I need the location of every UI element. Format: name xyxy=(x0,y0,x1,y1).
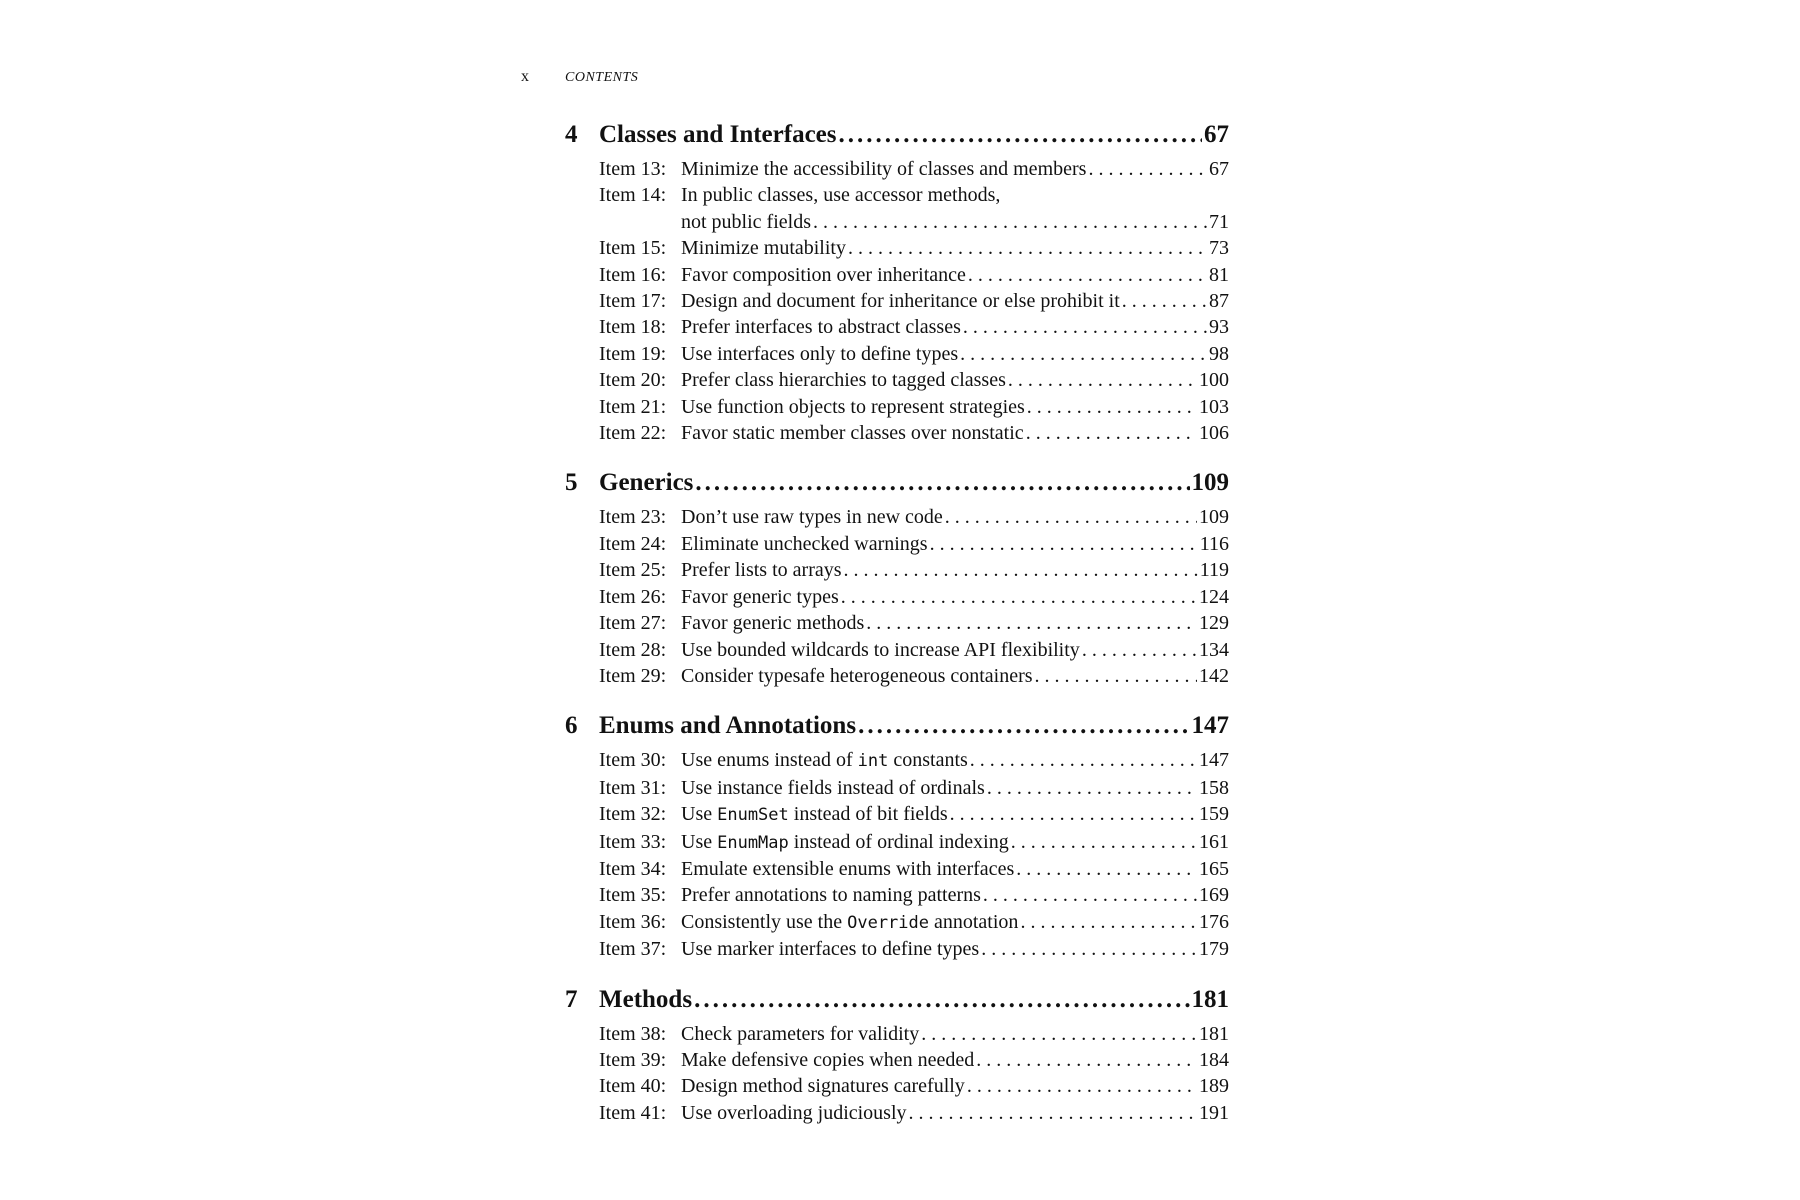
toc-item[interactable] xyxy=(599,936,1229,962)
item-title: Favor generic types xyxy=(681,585,839,608)
item-label: Item 37: xyxy=(599,938,667,961)
chapter-number: 5 xyxy=(565,469,578,497)
dot-leader xyxy=(1011,829,1197,855)
item-title: Eliminate unchecked warnings xyxy=(681,532,928,555)
item-page-number: 176 xyxy=(1199,910,1229,933)
toc-item[interactable] xyxy=(599,801,1229,828)
chapter-6 xyxy=(565,711,1229,962)
toc-item[interactable] xyxy=(599,775,1229,801)
item-page-number: 161 xyxy=(1199,830,1229,853)
chapter-title: Methods xyxy=(599,985,693,1013)
item-page-number: 165 xyxy=(1199,857,1229,880)
item-label: Item 17: xyxy=(599,290,667,313)
item-title: Use bounded wildcards to increase API flexibility xyxy=(681,638,1080,661)
item-title: Use function objects to represent strategies xyxy=(681,395,1025,418)
item-title-pre: Use enums instead of xyxy=(681,749,858,772)
chapter-number: 6 xyxy=(565,712,578,740)
item-title: Minimize mutability xyxy=(681,237,846,260)
dot-leader xyxy=(950,801,1197,827)
dot-leader xyxy=(848,235,1207,261)
item-title: Minimize the accessibility of classes and members xyxy=(681,158,1087,180)
item-label: Item 18: xyxy=(599,316,667,339)
item-title: Use marker interfaces to define types xyxy=(681,938,980,961)
dot-leader xyxy=(839,120,1203,150)
item-title-post: constants xyxy=(888,749,968,772)
item-page-number: 191 xyxy=(1199,1101,1229,1124)
item-page-number: 147 xyxy=(1199,749,1229,772)
dot-leader xyxy=(921,1021,1197,1047)
item-title-post: instead of ordinal indexing xyxy=(788,830,1009,853)
toc-item[interactable] xyxy=(599,1047,1229,1073)
dot-leader xyxy=(858,711,1189,741)
toc-item[interactable] xyxy=(599,182,1229,235)
item-page-number: 181 xyxy=(1199,1022,1229,1045)
item-label: Item 24: xyxy=(599,532,667,555)
chapter-items xyxy=(599,1021,1229,1127)
item-page-number: 106 xyxy=(1199,422,1229,445)
toc-item[interactable] xyxy=(599,663,1229,689)
item-title-code: Override xyxy=(847,912,929,933)
toc-item[interactable] xyxy=(599,1073,1229,1099)
item-page-number: 81 xyxy=(1209,263,1229,286)
toc-item[interactable] xyxy=(599,341,1229,367)
item-label: Item 34: xyxy=(599,857,667,880)
item-page-number: 67 xyxy=(1209,158,1229,180)
item-label: Item 26: xyxy=(599,585,667,608)
item-label: Item 27: xyxy=(599,612,667,635)
item-title: Design and document for inheritance or else prohibit it xyxy=(681,290,1120,313)
chapter-items xyxy=(599,747,1229,962)
dot-leader xyxy=(1008,367,1197,393)
item-page-number: 189 xyxy=(1199,1075,1229,1098)
dot-leader xyxy=(945,504,1197,530)
chapter-page-number: 67 xyxy=(1204,121,1229,148)
item-label: Item 28: xyxy=(599,638,667,661)
item-title-pre: Use xyxy=(681,803,718,826)
toc-item[interactable] xyxy=(599,747,1229,774)
item-label: Item 38: xyxy=(599,1022,667,1045)
chapter-4 xyxy=(565,120,1229,446)
item-title: Favor composition over inheritance xyxy=(681,263,966,286)
item-title-post: instead of bit fields xyxy=(788,803,948,826)
chapter-heading[interactable] xyxy=(565,711,1229,741)
item-page-number: 179 xyxy=(1199,938,1229,961)
toc-item[interactable] xyxy=(599,909,1229,936)
dot-leader xyxy=(1082,637,1197,663)
item-page-number: 73 xyxy=(1209,237,1229,260)
chapter-number: 7 xyxy=(565,985,578,1013)
item-title: Favor static member classes over nonstatic xyxy=(681,422,1024,445)
item-title: Prefer interfaces to abstract classes xyxy=(681,316,961,339)
chapter-page-number: 147 xyxy=(1191,712,1229,740)
toc-item[interactable] xyxy=(599,367,1229,393)
dot-leader xyxy=(967,1073,1197,1099)
item-label: Item 14: xyxy=(599,184,667,207)
item-label: Item 31: xyxy=(599,776,667,799)
item-page-number: 129 xyxy=(1199,612,1229,635)
item-title xyxy=(681,909,1018,936)
chapter-heading[interactable] xyxy=(565,468,1229,498)
item-title: Consider typesafe heterogeneous containers xyxy=(681,664,1033,687)
item-title: Use interfaces only to define types xyxy=(681,342,959,365)
dot-leader xyxy=(1026,420,1197,446)
toc-item-line1 xyxy=(599,182,1229,208)
chapter-title: Classes and Interfaces xyxy=(599,121,837,148)
running-head xyxy=(521,68,638,86)
item-page-number: 116 xyxy=(1199,532,1229,555)
page-folio: x xyxy=(521,68,529,85)
item-label: Item 41: xyxy=(599,1101,667,1124)
item-label: Item 30: xyxy=(599,749,667,772)
item-page-number: 142 xyxy=(1199,664,1229,687)
item-label: Item 39: xyxy=(599,1048,667,1071)
chapter-heading[interactable] xyxy=(565,120,1229,150)
toc-item[interactable] xyxy=(599,637,1229,663)
toc-item[interactable] xyxy=(599,262,1229,288)
dot-leader xyxy=(813,209,1207,235)
item-page-number: 119 xyxy=(1199,559,1229,582)
toc-item[interactable] xyxy=(599,420,1229,446)
toc-item[interactable] xyxy=(599,531,1229,557)
toc-item[interactable] xyxy=(599,829,1229,856)
dot-leader xyxy=(1035,663,1197,689)
dot-leader xyxy=(968,262,1207,288)
dot-leader xyxy=(970,747,1197,773)
chapter-title: Generics xyxy=(599,469,694,497)
chapter-page-number: 181 xyxy=(1191,985,1229,1013)
item-title: Don’t use raw types in new code xyxy=(681,506,943,529)
item-label: Item 22: xyxy=(599,422,667,445)
toc-item[interactable] xyxy=(599,584,1229,610)
item-page-number: 93 xyxy=(1209,316,1229,339)
chapter-title: Enums and Annotations xyxy=(599,712,857,740)
toc-item[interactable] xyxy=(599,882,1229,908)
toc-item-line2 xyxy=(599,209,1229,235)
toc-item[interactable] xyxy=(599,504,1229,530)
dot-leader xyxy=(909,1100,1197,1126)
dot-leader xyxy=(866,610,1197,636)
toc-item[interactable] xyxy=(599,856,1229,882)
item-label: Item 23: xyxy=(599,506,667,529)
dot-leader xyxy=(960,341,1207,367)
item-page-number: 124 xyxy=(1199,585,1229,608)
item-page-number: 159 xyxy=(1199,803,1229,826)
dot-leader xyxy=(694,985,1189,1015)
dot-leader xyxy=(963,314,1207,340)
item-title: Design method signatures carefully xyxy=(681,1075,965,1098)
toc-item[interactable] xyxy=(599,235,1229,261)
item-title xyxy=(681,829,1009,856)
item-page-number: 184 xyxy=(1199,1048,1229,1071)
table-of-contents xyxy=(565,120,1229,1148)
item-label: Item 40: xyxy=(599,1075,667,1098)
item-title: Prefer annotations to naming patterns xyxy=(681,884,981,907)
item-page-number: 87 xyxy=(1209,290,1229,313)
toc-item[interactable] xyxy=(599,314,1229,340)
item-page-number: 158 xyxy=(1199,776,1229,799)
item-label: Item 32: xyxy=(599,803,667,826)
item-label: Item 35: xyxy=(599,884,667,907)
dot-leader xyxy=(981,936,1197,962)
item-title xyxy=(681,747,968,774)
chapter-number: 4 xyxy=(565,121,578,148)
chapter-5 xyxy=(565,468,1229,689)
item-title: Prefer class hierarchies to tagged classes xyxy=(681,369,1006,392)
dot-leader xyxy=(976,1047,1197,1073)
item-page-number: 71 xyxy=(1209,210,1229,233)
dot-leader xyxy=(1122,288,1207,314)
item-page-number: 109 xyxy=(1199,506,1229,529)
chapter-page-number: 109 xyxy=(1191,469,1229,497)
item-label: Item 33: xyxy=(599,830,667,853)
item-label: Item 36: xyxy=(599,910,667,933)
item-label: Item 29: xyxy=(599,664,667,687)
item-title-continued: not public fields xyxy=(681,210,811,233)
chapter-heading[interactable] xyxy=(565,985,1229,1015)
toc-item[interactable] xyxy=(599,156,1229,182)
running-head-title: CONTENTS xyxy=(565,70,639,85)
dot-leader xyxy=(841,584,1197,610)
item-title: Emulate extensible enums with interfaces xyxy=(681,857,1015,880)
dot-leader xyxy=(983,882,1197,908)
item-title-code: int xyxy=(857,751,889,772)
chapter-7 xyxy=(565,985,1229,1127)
item-title: Make defensive copies when needed xyxy=(681,1048,975,1071)
item-title: Prefer lists to arrays xyxy=(681,559,842,582)
item-label: Item 13: xyxy=(599,158,667,180)
chapter-items xyxy=(599,504,1229,689)
toc-item[interactable] xyxy=(599,557,1229,583)
toc-item[interactable] xyxy=(599,1100,1229,1126)
item-title: Use instance fields instead of ordinals xyxy=(681,776,985,799)
dot-leader xyxy=(930,531,1198,557)
item-label: Item 15: xyxy=(599,237,667,260)
toc-item[interactable] xyxy=(599,610,1229,636)
dot-leader xyxy=(695,468,1189,498)
item-title: Favor generic methods xyxy=(681,612,865,635)
item-label: Item 16: xyxy=(599,263,667,286)
item-page-number: 103 xyxy=(1199,395,1229,418)
dot-leader xyxy=(1027,394,1197,420)
dot-leader xyxy=(844,557,1198,583)
item-title-pre: Consistently use the xyxy=(681,910,848,933)
item-title xyxy=(681,801,948,828)
item-page-number: 169 xyxy=(1199,884,1229,907)
toc-item[interactable] xyxy=(599,394,1229,420)
dot-leader xyxy=(987,775,1197,801)
item-label: Item 19: xyxy=(599,342,667,365)
item-page-number: 100 xyxy=(1199,369,1229,392)
item-label: Item 21: xyxy=(599,395,667,418)
item-label: Item 25: xyxy=(599,559,667,582)
item-label: Item 20: xyxy=(599,369,667,392)
item-title: In public classes, use accessor methods, xyxy=(681,184,1001,207)
item-page-number: 134 xyxy=(1199,638,1229,661)
item-title-code: EnumMap xyxy=(717,832,789,853)
item-title-code: EnumSet xyxy=(717,805,789,826)
toc-item[interactable] xyxy=(599,288,1229,314)
dot-leader xyxy=(1016,856,1197,882)
item-title: Check parameters for validity xyxy=(681,1022,920,1045)
dot-leader xyxy=(1020,909,1197,935)
chapter-items xyxy=(599,156,1229,446)
toc-item[interactable] xyxy=(599,1021,1229,1047)
dot-leader xyxy=(1088,156,1207,182)
item-page-number: 98 xyxy=(1209,342,1229,365)
item-title-pre: Use xyxy=(681,830,718,853)
item-title-post: annotation xyxy=(929,910,1019,933)
item-title: Use overloading judiciously xyxy=(681,1101,907,1124)
